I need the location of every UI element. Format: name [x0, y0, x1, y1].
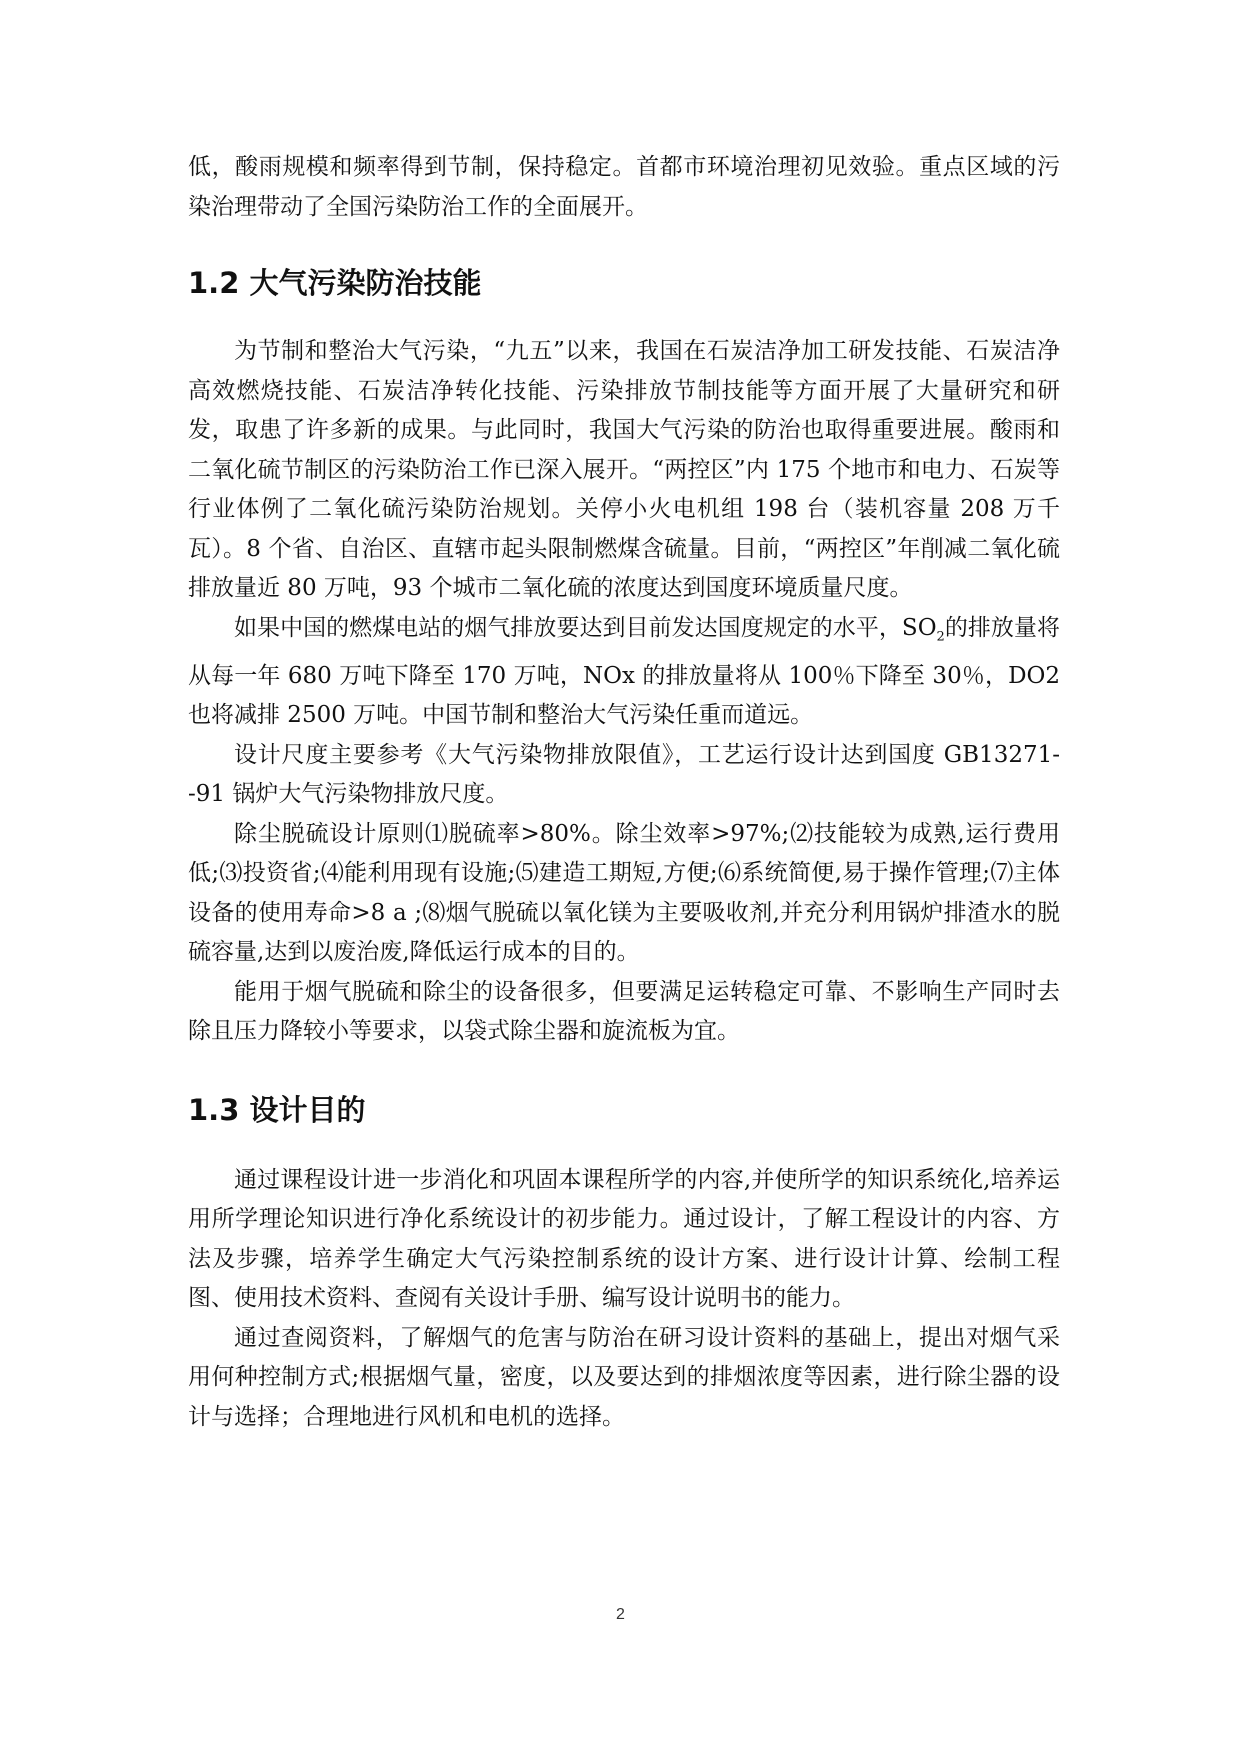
intro-paragraph: 低，酸雨规模和频率得到节制，保持稳定。首都市环境治理初见效验。重点区域的污染治理带动了全国污染防治工作的全面展开。 [188, 154, 1060, 220]
section-1-2-paragraph-5: 能用于烟气脱硫和除尘的设备很多，但要满足运转稳定可靠、不影响生产同时去除且压力降较小等要求，以袋式除尘器和旋流板为宜。 [188, 978, 1060, 1045]
document-page [188, 148, 1060, 1437]
section-1-3-paragraph-1: 通过课程设计进一步消化和巩固本课程所学的内容,并使所学的知识系统化,培养运用所学理论知识进行净化系统设计的初步能力。通过设计，了解工程设计的内容、方法及步骤，培养学生确定大气污染控制系统的设计方案、进行设计计算、绘制工程图、使用技术资料、查阅有关设计手册、编写设计说明书的能力。 [188, 1166, 1060, 1312]
paragraph-text: 如果中国的燃煤电站的烟气排放要达到目前发达国度规定的水平，SO [234, 614, 937, 641]
section-1-2-paragraph-4: 除尘脱硫设计原则⑴脱硫率>80%。除尘效率>97%;⑵技能较为成熟,运行费用低;⑶投资省;⑷能利用现有设施;⑸建造工期短,方便;⑹系统简便,易于操作管理;⑺主体设备的使用寿命>8 a ;⑻烟气脱硫以氧化镁为主要吸收剂,并充分利用锅炉排渣水的脱硫容量,达到以废治废,降低运行成本的目的。 [188, 820, 1060, 966]
section-1-3-paragraph-2: 通过查阅资料，了解烟气的危害与防治在研习设计资料的基础上，提出对烟气采用何种控制方式;根据烟气量，密度，以及要达到的排烟浓度等因素，进行除尘器的设计与选择；合理地进行风机和电机的选择。 [188, 1324, 1060, 1430]
section-1-2-paragraph-3: 设计尺度主要参考《大气污染物排放限值》，工艺运行设计达到国度 GB13271--91 锅炉大气污染物排放尺度。 [188, 741, 1060, 808]
section-1-3-heading: 1.3 设计目的 [188, 1092, 366, 1127]
page-number: 2 [616, 1606, 625, 1623]
paragraph-text: 的排放量将从每一年 680 万吨下降至 170 万吨，NOx 的排放量将从 100％下降至 30％，DO2 也将减排 2500 万吨。中国节制和整治大气污染任重而道远。 [188, 614, 1060, 729]
subscript: 2 [936, 629, 945, 645]
section-1-2-heading: 1.2 大气污染防治技能 [188, 266, 482, 300]
section-1-2-paragraph-2 [188, 609, 1060, 736]
section-1-2-paragraph-1: 为节制和整治大气污染，“九五”以来，我国在石炭洁净加工研发技能、石炭洁净高效燃烧技能、石炭洁净转化技能、污染排放节制技能等方面开展了大量研究和研发，取患了许多新的成果。与此同时，我国大气污染的防治也取得重要进展。酸雨和二氧化硫节制区的污染防治工作已深入展开。“两控区”内 175 个地市和电力、石炭等行业体例了二氧化硫污染防治规划。关停小火电机组 198 台（装机容量 208 万千瓦）。8 个省、自治区、直辖市起头限制燃煤含硫量。目前，“两控区”年削减二氧化硫排放量近 80 万吨，93 个城市二氧化硫的浓度达到国度环境质量尺度。 [188, 338, 1060, 601]
